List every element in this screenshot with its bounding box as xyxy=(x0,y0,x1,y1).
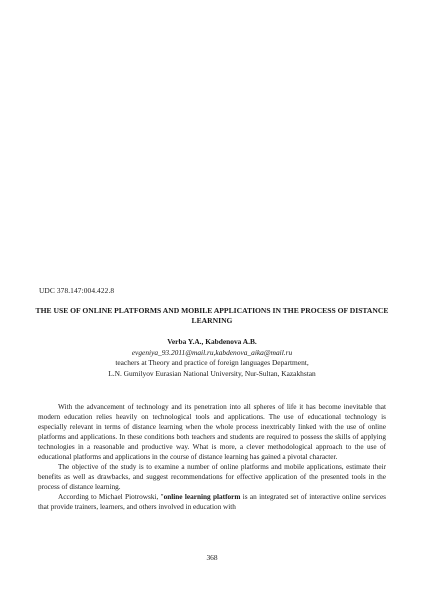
body-paragraph-2: The objective of the study is to examine a number of online platforms and mobile applications, estimate their benefits as well as drawbacks, and suggest recommendations for effective application of the presented tools in the process of distance learning. xyxy=(38,463,386,492)
author-affiliation: L.N. Gumilyov Eurasian National University, Nur-Sultan, Kazakhstan xyxy=(108,368,316,378)
author-position: teachers at Theory and practice of foreign languages Department, xyxy=(115,358,309,368)
body-paragraph-3 xyxy=(38,492,386,512)
author-emails: evgeniya_93.2011@mail.ru,kabdenova_aika@mail.ru xyxy=(131,347,293,357)
article-title: THE USE OF ONLINE PLATFORMS AND MOBILE APPLICATIONS IN THE PROCESS OF DISTANCE LEARNING xyxy=(35,306,389,325)
defined-term: online learning platform xyxy=(163,493,241,502)
udc-code: UDC 378.147:004.422.8 xyxy=(39,286,115,295)
article-body xyxy=(38,402,386,513)
author-names: Verba Y.A., Kabdenova A.B. xyxy=(167,337,257,346)
body-paragraph-1: With the advancement of technology and its penetration into all spheres of life it has become inevitable that modern education relies heavily on technological tools and applications. The use of educational technology is especially relevant in terms of distance learning when the whole process inextricably linked with the use of online platforms and applications. In these conditions both teachers and students are required to possess the skills of applying technologies in a reasonable and productive way. What is more, a clever methodological approach to the use of educational platforms and applications in the course of distance learning has gained a pivotal character. xyxy=(38,403,386,462)
author-block xyxy=(0,337,424,379)
paragraph-3-start: According to Michael Piotrowski, " xyxy=(58,493,164,502)
page-number: 368 xyxy=(206,553,218,562)
paragraph-3-end: is an integrated set of interactive online services that provide trainers, learners, and others involved in education with xyxy=(38,493,386,512)
